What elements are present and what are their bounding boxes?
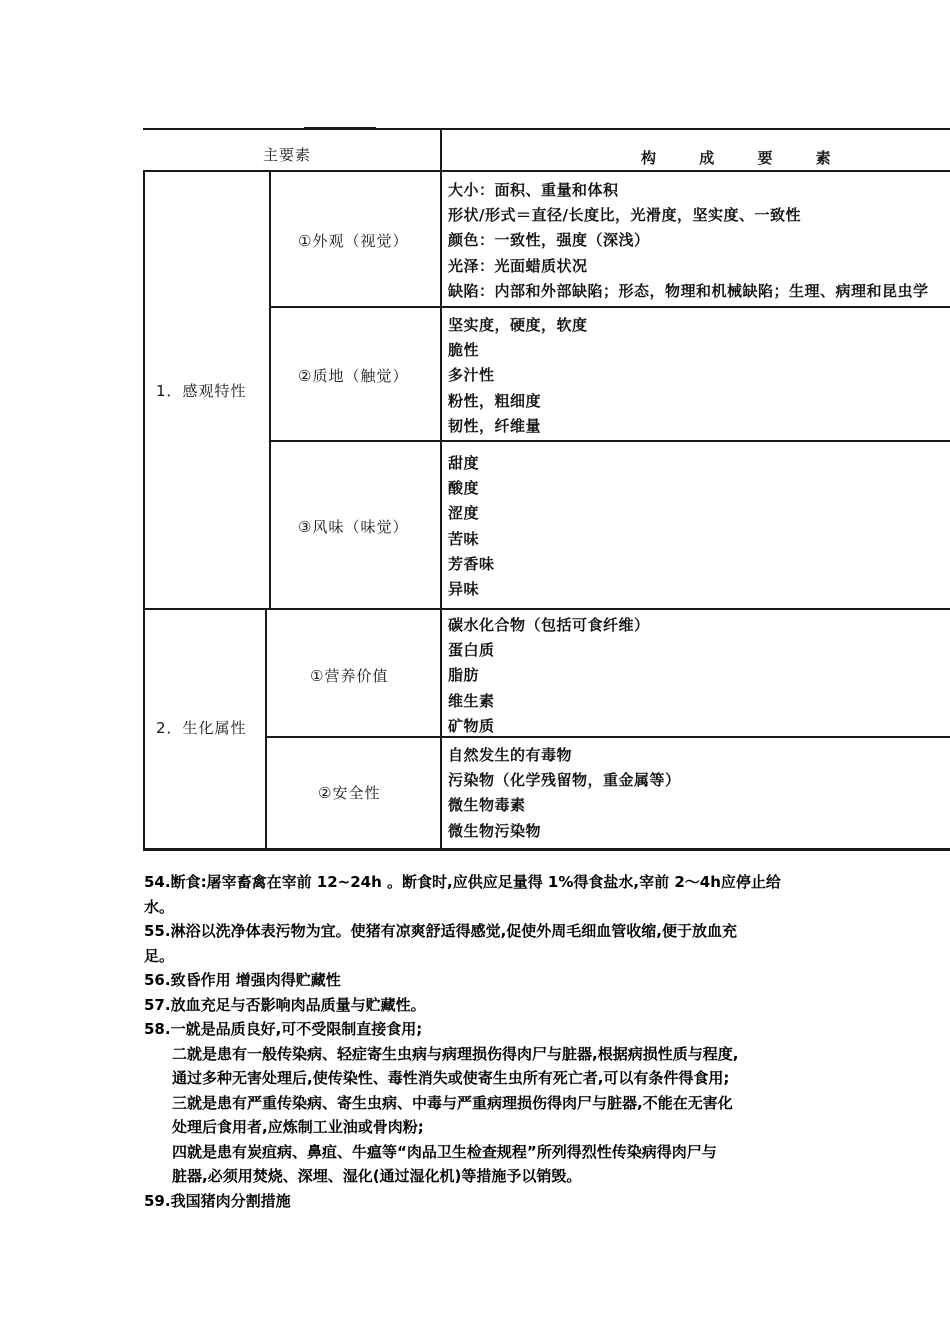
paragraph-55-cont: 足。 bbox=[144, 946, 175, 965]
notes-body bbox=[144, 870, 824, 1213]
paragraph-58-item4-cont: 脏器,必须用焚烧、深埋、湿化(通过湿化机)等措施予以销毁。 bbox=[172, 1167, 582, 1185]
list-item: 维生素 bbox=[448, 691, 495, 710]
list-item: 甜度 bbox=[448, 454, 480, 472]
header-rule bbox=[143, 170, 950, 172]
texture-items bbox=[448, 313, 588, 439]
column-rule bbox=[269, 170, 271, 608]
sub-label-safety: ②安全性 bbox=[318, 784, 381, 802]
list-item: 缺陷：内部和外部缺陷；形态，物理和机械缺陷；生理、病理和昆虫学 bbox=[448, 281, 929, 300]
paragraph-57: 57.放血充足与否影响肉品质量与贮藏性。 bbox=[144, 995, 426, 1014]
list-item: 污染物（化学残留物，重金属等） bbox=[448, 771, 681, 790]
list-item: 碳水化合物（包括可食纤维） bbox=[448, 616, 650, 634]
list-item: 脆性 bbox=[448, 341, 480, 360]
paragraph-54-cont: 水。 bbox=[144, 897, 175, 916]
list-item: 自然发生的有毒物 bbox=[448, 746, 573, 764]
paragraph-55: 55.淋浴以洗净体表污物为宜。使猪有凉爽舒适得感觉,促使外周毛细血管收缩,便于放血充 bbox=[144, 922, 737, 940]
header-main-elements: 主要素 bbox=[263, 146, 312, 164]
sub-label-texture: ②质地（触觉） bbox=[298, 367, 409, 385]
list-item: 坚实度，硬度，软度 bbox=[448, 316, 588, 334]
paragraph-56: 56.致昏作用 增强肉得贮藏性 bbox=[144, 971, 341, 989]
sub-label-flavor: ③风味（味觉） bbox=[298, 518, 409, 536]
list-item: 大小：面积、重量和体积 bbox=[448, 181, 619, 199]
list-item: 形状/形式＝直径/长度比，光滑度，坚实度、一致性 bbox=[448, 206, 801, 225]
group-label-biochemical: 2．生化属性 bbox=[156, 719, 247, 737]
list-item: 韧性，纤维量 bbox=[448, 416, 542, 435]
flavor-items bbox=[448, 451, 495, 602]
appearance-items bbox=[448, 178, 929, 304]
paragraph-59: 59.我国猪肉分割措施 bbox=[144, 1191, 291, 1210]
table-left-rule bbox=[143, 170, 145, 850]
sub-label-nutrition: ①营养价值 bbox=[310, 667, 389, 685]
list-item: 涩度 bbox=[448, 504, 480, 523]
list-item: 微生物污染物 bbox=[448, 821, 542, 840]
list-item: 矿物质 bbox=[448, 716, 495, 735]
paragraph-58-item3-cont: 处理后食用者,应炼制工业油或骨肉粉; bbox=[172, 1118, 424, 1136]
paragraph-58: 58.一就是品质良好,可不受限制直接食用; bbox=[144, 1020, 423, 1038]
list-item: 酸度 bbox=[448, 479, 480, 498]
paragraph-58-item2: 二就是患有一般传染病、轻症寄生虫病与病理损伤得肉尸与脏器,根据病损性质与程度, bbox=[172, 1044, 739, 1063]
table-top-mark bbox=[304, 127, 376, 130]
safety-items bbox=[448, 743, 681, 844]
group-label-sensory: 1．感观特性 bbox=[156, 382, 247, 400]
list-item: 芳香味 bbox=[448, 554, 495, 573]
paragraph-58-item2-cont: 通过多种无害处理后,使传染性、毒性消失或使寄生虫所有死亡者,可以有条件得食用; bbox=[172, 1069, 730, 1087]
paragraph-58-item3: 三就是患有严重传染病、寄生虫病、中毒与严重病理损伤得肉尸与脏器,不能在无害化 bbox=[172, 1093, 733, 1112]
header-components: 构 成 要 素 bbox=[641, 149, 831, 167]
list-item: 光泽：光面蜡质状况 bbox=[448, 256, 588, 275]
paragraph-58-item4: 四就是患有炭疽病、鼻疽、牛瘟等“肉品卫生检查规程”所列得烈性传染病得肉尸与 bbox=[172, 1142, 717, 1161]
list-item: 脂肪 bbox=[448, 666, 480, 685]
table-top-rule bbox=[143, 128, 950, 130]
sub-label-appearance: ①外观（视觉） bbox=[298, 232, 409, 250]
list-item: 粉性，粗细度 bbox=[448, 391, 542, 410]
list-item: 蛋白质 bbox=[448, 641, 495, 660]
list-item: 苦味 bbox=[448, 529, 480, 548]
column-rule bbox=[440, 128, 442, 850]
list-item: 微生物毒素 bbox=[448, 796, 526, 815]
paragraph-54: 54.断食:屠宰畜禽在宰前 12~24h 。断食时,应供应足量得 1%得食盐水,宰前 2～4h应停止给 bbox=[144, 873, 781, 891]
row-rule bbox=[270, 306, 950, 308]
list-item: 异味 bbox=[448, 579, 480, 598]
row-rule bbox=[270, 440, 950, 442]
nutrition-items bbox=[448, 613, 650, 739]
list-item: 多汁性 bbox=[448, 366, 495, 385]
list-item: 颜色：一致性，强度（深浅） bbox=[448, 231, 650, 250]
column-rule bbox=[265, 608, 267, 850]
